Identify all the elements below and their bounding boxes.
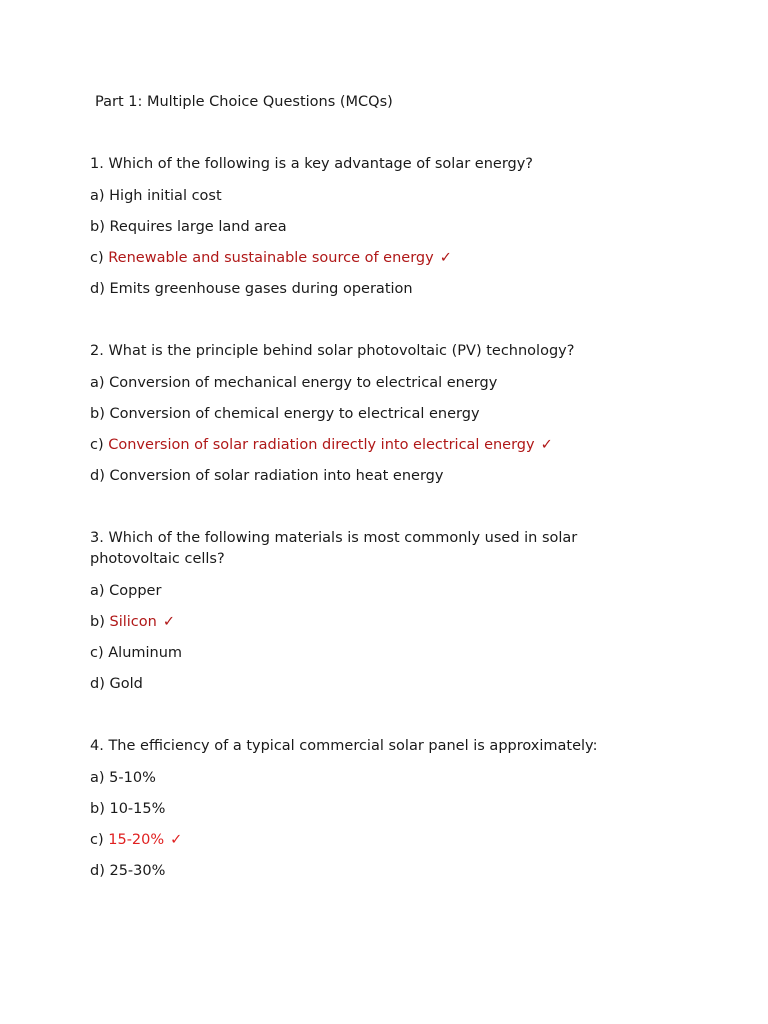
question-block-1 bbox=[90, 154, 650, 310]
option-a bbox=[90, 373, 650, 393]
option-b bbox=[90, 799, 650, 819]
option-c bbox=[90, 643, 650, 663]
question-block-2 bbox=[90, 341, 650, 497]
option-text: 10-15% bbox=[109, 801, 166, 817]
option-text: High initial cost bbox=[109, 188, 222, 204]
option-letter: b) bbox=[90, 406, 105, 422]
option-letter: a) bbox=[90, 770, 105, 786]
question-block-4 bbox=[90, 736, 650, 892]
correct-answer-text: Renewable and sustainable source of energy bbox=[108, 250, 434, 266]
option-text: 25-30% bbox=[109, 863, 166, 879]
option-letter: d) bbox=[90, 468, 105, 484]
option-c-correct bbox=[90, 435, 650, 455]
option-b-correct bbox=[90, 612, 650, 632]
correct-answer-text: Silicon bbox=[109, 614, 157, 630]
option-text: Conversion of chemical energy to electrical energy bbox=[109, 406, 480, 422]
option-letter: d) bbox=[90, 676, 105, 692]
option-letter: d) bbox=[90, 863, 105, 879]
option-d bbox=[90, 674, 650, 694]
option-letter: d) bbox=[90, 281, 105, 297]
option-d bbox=[90, 466, 650, 486]
option-text: Aluminum bbox=[108, 645, 183, 661]
option-letter: a) bbox=[90, 375, 105, 391]
question-text: 1. Which of the following is a key advantage of solar energy? bbox=[90, 156, 534, 172]
option-text: Gold bbox=[109, 676, 143, 692]
option-c-correct bbox=[90, 248, 650, 268]
correct-answer-text: 15-20% bbox=[108, 832, 165, 848]
option-letter: c) bbox=[90, 437, 104, 453]
option-letter: a) bbox=[90, 188, 105, 204]
option-text: Conversion of mechanical energy to electrical energy bbox=[109, 375, 498, 391]
option-b bbox=[90, 217, 650, 237]
option-text: Emits greenhouse gases during operation bbox=[109, 281, 413, 297]
option-letter: b) bbox=[90, 801, 105, 817]
option-c-correct bbox=[90, 830, 650, 850]
option-letter: c) bbox=[90, 250, 104, 266]
option-text: Copper bbox=[109, 583, 162, 599]
question-text: 4. The efficiency of a typical commercial solar panel is approximately: bbox=[90, 738, 598, 754]
option-text: 5-10% bbox=[109, 770, 156, 786]
correct-answer-text: Conversion of solar radiation directly into electrical energy bbox=[108, 437, 535, 453]
option-b bbox=[90, 404, 650, 424]
option-a bbox=[90, 768, 650, 788]
question-text: 3. Which of the following materials is most commonly used in solar photovoltaic cells? bbox=[90, 530, 578, 567]
check-mark-icon: ✓ bbox=[540, 437, 553, 453]
option-d bbox=[90, 279, 650, 299]
section-heading: Part 1: Multiple Choice Questions (MCQs) bbox=[95, 94, 393, 110]
option-text: Conversion of solar radiation into heat energy bbox=[109, 468, 444, 484]
option-letter: c) bbox=[90, 832, 104, 848]
option-text: Requires large land area bbox=[109, 219, 287, 235]
check-mark-icon: ✓ bbox=[162, 614, 175, 630]
question-block-3 bbox=[90, 528, 650, 705]
option-letter: a) bbox=[90, 583, 105, 599]
option-d bbox=[90, 861, 650, 881]
option-a bbox=[90, 186, 650, 206]
option-letter: b) bbox=[90, 614, 105, 630]
option-letter: c) bbox=[90, 645, 104, 661]
option-letter: b) bbox=[90, 219, 105, 235]
check-mark-icon: ✓ bbox=[170, 832, 183, 848]
check-mark-icon: ✓ bbox=[439, 250, 452, 266]
option-a bbox=[90, 581, 650, 601]
question-text: 2. What is the principle behind solar photovoltaic (PV) technology? bbox=[90, 343, 575, 359]
